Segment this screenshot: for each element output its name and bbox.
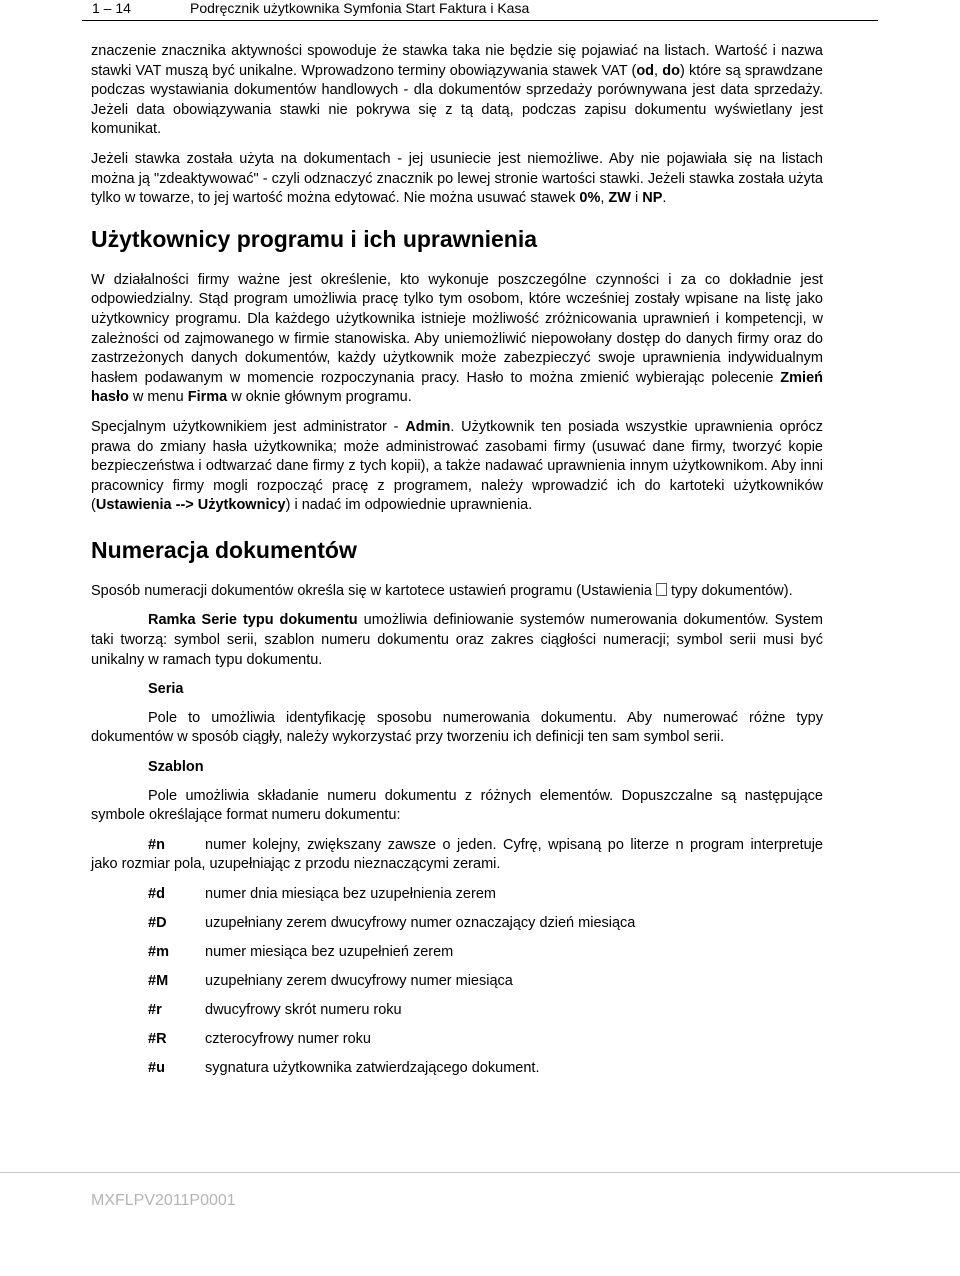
rate-np: NP: [642, 190, 663, 207]
symbol-row: [91, 914, 823, 934]
symbol-row: [91, 885, 823, 905]
users-path-term: Ustawienia --> Użytkownicy: [95, 497, 286, 514]
do-term: do: [662, 62, 680, 79]
symbol-description: numer miesiąca bez uzupełnień zerem: [205, 943, 454, 960]
numbering-paragraph-1: Sposób numeracji dokumentów określa się w kartotece ustawień programu (Ustawienia typy dokumentów).: [91, 582, 793, 599]
page-header: [82, 0, 878, 21]
symbol-key: #R: [148, 1030, 167, 1047]
section-heading-numbering: Numeracja dokumentów: [91, 536, 357, 563]
symbol-row: [91, 1059, 823, 1079]
users-paragraph-1: W działalności firmy ważne jest określenie, kto wykonuje poszczególne czynności i za co dokładnie jest odpowiedzialny. Stąd program umożliwia pracę tylko tym osobom, które wcześniej zostały wpisane na listę jako użytkownicy programu. Dla każdego użytkownika istnieje możliwość zróżnicowania uprawnień i kompetencji, w zależności od zajmowanego w firmie stanowiska. Aby uniemożliwić niepowołany dostęp do danych firmy oraz do zastrzeżonych danych dokumentów, każdy użytkownik może zabezpieczyć swoje uprawnienia indywidualnym hasłem podawanym w momencie rozpoczynania pracy. Hasło to można zmienić wybierając polecenie Zmień hasło w menu Firma w oknie głównym programu.: [91, 271, 823, 406]
symbol-key: #M: [148, 972, 169, 989]
numbering-paragraph-2: Ramka Serie typu dokumentu umożliwia definiowanie systemów numerowania dokumentów. System taki tworzą: symbol serii, szablon numeru dokumentu oraz zakres ciągłości numeracji; symbol serii musi być unikalny w ramach typu dokumentu.: [91, 612, 824, 668]
symbols-list: [91, 885, 823, 1079]
admin-term: Admin: [405, 418, 451, 435]
symbol-row: [91, 943, 823, 963]
symbol-description: uzupełniany zerem dwucyfrowy numer miesiąca: [205, 972, 513, 989]
users-paragraph-2: Specjalnym użytkownikiem jest administrator - Admin. Użytkownik ten posiada wszystkie uprawnienia oprócz prawa do zmiany hasła użytkownika; może administrować zasobami firmy (usuwać dane firmy, tworzyć kopie bezpieczeństwa i odtwarzać dane firmy z tych kopii), a także nadawać uprawnienia innym użytkownikom. Aby inni pracownicy firmy mogli rozpocząć pracę z programem, należy wprowadzić ich do kartoteki użytkowników (Ustawienia --> Użytkownicy) i nadać im odpowiednie uprawnienia.: [91, 418, 823, 514]
symbol-description: dwucyfrowy skrót numeru roku: [205, 1001, 402, 1018]
symbol-n-row: [91, 836, 823, 875]
szablon-label: Szablon: [148, 759, 204, 776]
symbol-row: [91, 972, 823, 992]
page-content: [91, 42, 823, 1088]
szablon-description: Pole umożliwia składanie numeru dokumentu z różnych elementów. Dopuszczalne są następujące symbole określające format numeru dokumentu:: [91, 787, 823, 824]
symbol-key: #r: [148, 1001, 162, 1018]
rate-zero: 0%: [579, 190, 601, 207]
footer-document-code: MXFLPV2011P0001: [91, 1192, 236, 1209]
symbol-description: uzupełniany zerem dwucyfrowy numer oznaczający dzień miesiąca: [205, 914, 636, 931]
symbol-description: sygnatura użytkownika zatwierdzającego dokument.: [205, 1059, 540, 1076]
symbol-key: #u: [148, 1059, 165, 1076]
section-heading-users: Użytkownicy programu i ich uprawnienia: [91, 225, 538, 252]
vat-paragraph-2: Jeżeli stawka została użyta na dokumentach - jej usuniecie jest niemożliwe. Aby nie pojawiała się na listach można ją "zdeaktywować" - czyli odznaczyć znacznik po lewej stronie wartości stawki. Jeżeli stawka została użyta tylko w towarze, to jej wartość można edytować. Nie można usuwać stawek 0%, ZW i NP.: [91, 150, 823, 207]
symbol-key: #d: [148, 886, 165, 902]
seria-label: Seria: [148, 681, 184, 698]
symbol-description: czterocyfrowy numer roku: [205, 1030, 371, 1047]
symbol-key: #D: [148, 914, 167, 931]
change-password-term: Zmień hasło: [91, 369, 823, 406]
page-number: 1 – 14: [92, 0, 131, 16]
firma-menu-term: Firma: [187, 389, 228, 406]
arrow-glyph-icon: [656, 583, 667, 596]
footer-divider: [0, 1172, 960, 1173]
rate-zw: ZW: [608, 190, 631, 207]
symbol-row: [91, 1001, 823, 1021]
vat-paragraph-1: znaczenie znacznika aktywności spowoduje że stawka taka nie będzie się pojawiać na listach. Wartość i nazwa stawki VAT muszą być unikalne. Wprowadzono terminy obowiązywania stawek VAT (od, do) które są sprawdzane podczas wystawiania dokumentów handlowych - dla dokumentów sprzedaży porównywana jest data sprzedaży. Jeżeli data obowiązywania stawki nie pokrywa się z tą datą, podczas zapisu dokumentu wyświetlany jest komunikat.: [91, 43, 824, 138]
symbol-description: numer dnia miesiąca bez uzupełnienia zerem: [205, 886, 496, 902]
seria-description: Pole to umożliwia identyfikację sposobu numerowania dokumentu. Aby numerować różne typy dokumentów w sposób ciągły, należy wykorzystać przy tworzeniu ich definicji ten sam symbol serii.: [91, 709, 823, 746]
od-term: od: [636, 62, 655, 79]
manual-title: Podręcznik użytkownika Symfonia Start Faktura i Kasa: [190, 0, 530, 16]
symbol-key: #m: [148, 943, 169, 960]
symbol-key: #n: [148, 836, 165, 853]
symbol-description: numer kolejny, zwiększany zawsze o jeden. Cyfrę, wpisaną po literze n program interpretuje jako rozmiar pola, uzupełniając z przodu nieznaczącymi zerami.: [91, 836, 823, 873]
series-frame-term: Ramka Serie typu dokumentu: [148, 612, 358, 629]
symbol-row: [91, 1030, 823, 1050]
